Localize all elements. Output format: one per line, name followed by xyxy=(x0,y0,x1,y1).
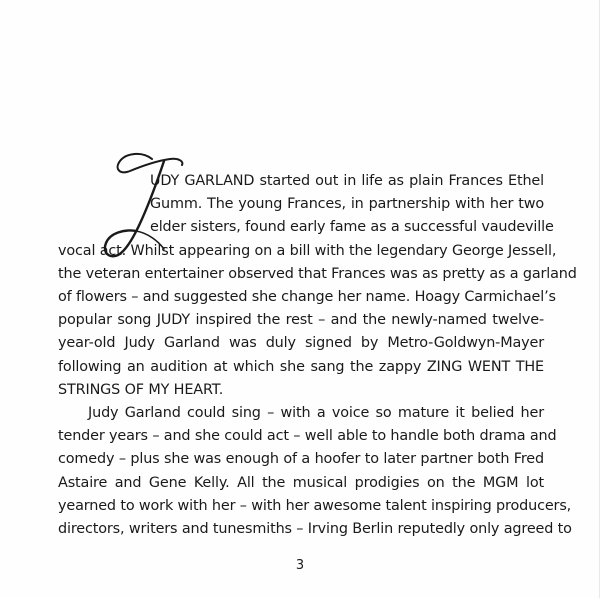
text-line: tender years – and she could act – well able to handle both drama and xyxy=(58,428,557,445)
text-line: of flowers – and suggested she change her name. Hoagy Carmichael’s xyxy=(58,289,556,306)
text-line: following an audition at which she sang the zappy ZING WENT THE xyxy=(58,358,544,375)
text-line: UDY GARLAND started out in life as plain Frances Ethel xyxy=(150,173,544,189)
text-line: yearned to work with her – with her awesome talent inspiring producers, xyxy=(58,497,572,514)
text-line: year-old Judy Garland was duly signed by Metro-Goldwyn-Mayer xyxy=(58,335,544,352)
text-line: the veteran entertainer observed that Frances was as pretty as a garland xyxy=(58,265,577,282)
text-line: vocal act. Whilst appearing on a bill with the legendary George Jessell, xyxy=(58,242,557,259)
text-line: elder sisters, found early fame as a successful vaudeville xyxy=(150,219,554,236)
body-text xyxy=(58,170,577,541)
text-line: directors, writers and tunesmiths – Irving Berlin reputedly only agreed to xyxy=(58,521,572,538)
text-line: Gumm. The young Frances, in partnership with her two xyxy=(150,196,544,213)
text-line: Astaire and Gene Kelly. All the musical prodigies on the MGM lot xyxy=(58,474,544,491)
text-line: STRINGS OF MY HEART. xyxy=(58,381,224,398)
page-number: 3 xyxy=(295,558,305,573)
text-line: comedy – plus she was enough of a hoofer to later partner both Fred xyxy=(58,451,544,468)
text-line: popular song JUDY inspired the rest – and the newly-named twelve- xyxy=(58,312,544,329)
text-line: Judy Garland could sing – with a voice so mature it belied her xyxy=(88,405,544,422)
